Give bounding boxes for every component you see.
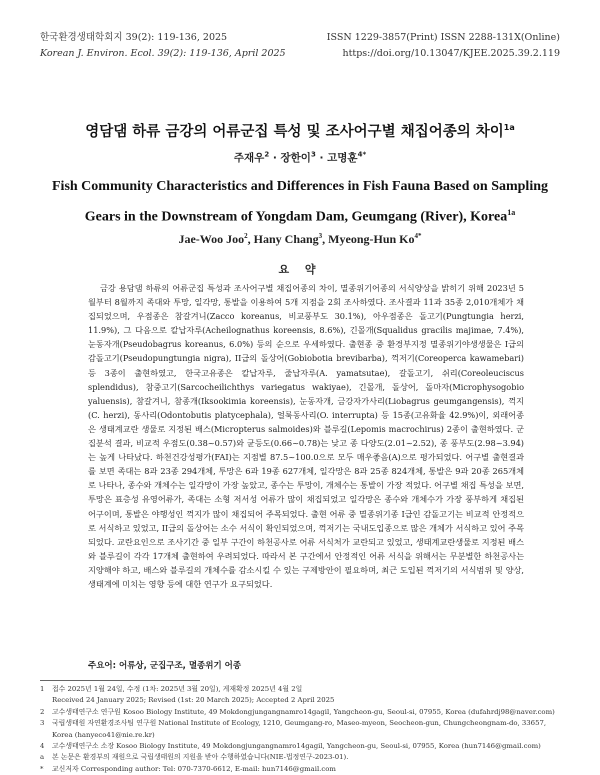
authors-english: Jae-Woo Joo$^2$, Hany Chang$^3$, Myeong-Hun $Ko^{4*}$	[178, 232, 422, 246]
abstract-body: 금강 용담댐 하류의 어류군집 특성과 조사어구별 채집어종의 차이, 멸종위기어종의 서식양상을 밝히기 위해 2023년 5월부터 8월까지 족대와 투망, 일각망, 통발을 이용하여 5개 지점을 2회 조사하였다. 조사결과 11과 35종 2,010개체가 채집되었으며, 우점종은 참갈겨니(Zacco koreanus, 비교풍부도 30.1%), 아우점종은 돌고기(Pungtungia herzi, 11.9%), 그 다음으로 칼납자루(Acheilognathus koreensis, 8.6%), 긴몰개(Squalidus gracilis majimae, 7.4%), 눈동자개(Pseudobagrus koreanus, 6.0%) 등의 순으로 우세하였다. 출현종 중 환경부지정 멸종위기야생생물은 I급의 감돌고기(Pseudopungtungia nigra), II급의 돌상어(Gobiobotia brevibarba), 꺽저기(Coreoperca kawamebari) 등 3종이 출현하였고, 한국고유종은 칼납자루, 줄납자루(A. yamatsutae), 갈돌고기, 쉬리(Coreoleuciscus splendidus), 참중고기(Sarcocheilichthys variegatus wakiyae), 긴몰개, 돌상어, 돌마자(Microphysogobio yaluensis), 참갈겨니, 참종개(Iksookimia koreensis), 눈동자개, 금강자가사리(Liobagrus geumgangensis), 꺽지(C. herzi), 동사리(Odontobutis platycephala), 얼룩동사리(O. interrupta) 등 15종(고유화율 42.9%)이, 외래어종은 생태계교란 생물로 지정된 배스(Micropterus salmoides)와 블루길(Lepomis macrochirus) 2종이 출현하였다. 군집분석 결과, 비교적 우점도(0.38~0.57)와 균등도(0.66~0.78)는 낮고 종 다양도(2.01~2.52), 종 풍부도(2.98~3.94)는 높게 나타났다. 하천건강성평가(FAI)는 지점별 87.5~100.0으로 모두 매우좋음(A)으로 평가되었다. 어구별 출현결과를 보면 족대는 8과 23종 294개체, 투망은 6과 19종 627개체, 일각망은 8과 25종 824개체, 통발은 9과 20종 265개체로 나타나, 종수와 개체수는 일각망이 가장 높았고, 종수는 투망이, 개체수는 통발이 가장 적었다. 어구별 채집 특성을 보면, 투망은 표층성 유영어류가, 족대는 소형 저서성 어류가 많이 채집되었고 일각망은 종수와 개체수가 가장 풍부하게 채집된 어구이며, 통발은 야행성인 꺽지가 많이 채집되어 주목되었다. 출현 어류 중 멸종위기종 I급인 감돌고기는 비교적 안정적으로 서식하고 있었고, II급의 돌상어는 소수 서식이 확인되었으며, 꺽저기는 국내도입종으로 많은 개체가 서식하고 있어 주목되었다. 교란요인으로 조사기간 중 일부 구간이 하천공사로 어류 서식처가 교란되고 있었고, 생태계교란생물로 지정된 배스와 블루길이 각각 17개체 출현하여 우려되었다. 따라서 본 구간에서 안정적인 어류 서식을 위해서는 무분별한 하천공사는 지양해야 하고, 배스와 블루길의 개체수를 감소시킬 수 있는 구제방안이 필요하며, 최근 도입된 꺽저기의 서식범위 및 양상, 생태계에 미치는 영향 등에 대한 연구가 요구되었다.	[88, 283, 524, 589]
doi-link[interactable]: https://doi.org/10.13047/KJEE.2025.39.2.119	[342, 48, 560, 59]
footnote-text: Received 24 January 2025; Revised (1st: 20 March 2025); Accepted 2 April 2025	[52, 696, 335, 705]
author-en-3-sup: 4*	[414, 232, 422, 240]
title-korean	[30, 120, 570, 141]
author-en-1: Jae-Woo Joo	[178, 232, 245, 246]
abstract-heading: 요 약	[278, 263, 322, 276]
footnote-mark: *	[40, 764, 44, 773]
footnote-divider	[40, 680, 200, 681]
author-en-3: Myeong-Hun Ko	[328, 232, 415, 246]
journal-identifiers	[327, 30, 560, 62]
footnote-text: 교신저자 Corresponding author: Tel: 070-7370-6612, E-mail: hun7146@gmail.com	[52, 764, 336, 773]
footnote	[40, 695, 564, 706]
author-separator: ·	[269, 152, 281, 164]
footnote	[40, 752, 564, 763]
author-en-1-sup: 2	[244, 232, 248, 240]
author-en-2-sup: 3	[318, 232, 323, 240]
title-english-text: Fish Community Characteristics and Differences in Fish Fauna Based on Sampling Gears in the Downstream of Yongdam Dam, Geumgang (River), Korea	[52, 179, 548, 225]
author-ko-1-sup: 2	[264, 150, 270, 159]
title-korean-text: 영담댐 하류 금강의 어류군집 특성 및 조사어구별 채집어종의 차이	[85, 124, 504, 140]
title-english-sup: 1a	[507, 208, 516, 217]
journal-name-ko: 한국환경생태학회지 39(2): 119-136, 2025	[40, 32, 228, 43]
footnote	[40, 764, 564, 775]
journal-name-en: Korean J. Environ. Ecol. 39(2): 119-136, April 2025	[40, 48, 286, 59]
footnotes	[40, 684, 564, 775]
footnote-mark	[40, 695, 52, 706]
footnote-text: 국립생태원 자연환경조사팀 연구원 National Institute of Ecology, 1210, Geumgang-ro, Maseo-myeon, Seocheon-gun, Chungcheongnam-do, 33657, Korea (hanyeco41@nie.re.kr)	[52, 719, 547, 739]
author-ko-1: 주재우	[233, 152, 265, 164]
author-ko-3-sup: 4*	[357, 150, 367, 159]
footnote-mark: 4	[40, 742, 45, 751]
journal-citation	[40, 30, 286, 62]
author-en-2: Hany Chang	[253, 232, 319, 246]
issn: ISSN 1229-3857(Print) ISSN 2288-131X(Online)	[326, 32, 560, 43]
author-ko-3: 고명훈	[327, 152, 358, 164]
author-ko-2-sup: 3	[310, 150, 316, 159]
footnote	[40, 741, 564, 752]
footnote-mark: a	[40, 753, 45, 762]
keywords: 주요어: 어류상, 군집구조, 멸종위기 어종	[88, 661, 242, 671]
footnote-mark: 2	[40, 707, 45, 716]
footnote-mark: 3	[40, 719, 45, 728]
footnote-text: 고수생태연구소 소장 Kosoo Biology Institute, 49 Mokdongjungangnamro14gagil, Yangcheon-gu, Seoul-si, 07955, Korea (hun7146@gmail.com)	[52, 742, 541, 751]
title-korean-sup: 1a	[503, 123, 515, 133]
title-english	[35, 174, 565, 231]
footnote-text: 본 논문은 환경부의 재원으로 국립생태원의 지원을 받아 수행하였습니다(NIE-법정연구-2023-01).	[52, 753, 349, 762]
author-ko-2: 장한이	[280, 152, 311, 164]
authors-korean	[30, 150, 570, 165]
footnote	[40, 718, 564, 741]
footnote-text: 접수 2025년 1월 24일, 수정 (1차: 2025년 3월 20일), 게재확정 2025년 4월 2일	[52, 685, 303, 693]
author-separator: ·	[315, 152, 328, 164]
footnote	[40, 707, 564, 718]
footnote-mark: 1	[40, 685, 45, 693]
footnote-text: 고수생태연구소 연구원 Kosoo Biology Institute, 49 Mokdongjungangnamro14gagil, Yangcheon-gu, Seoul-si, 07955, Korea (dufahrdj98@naver.com)	[52, 707, 555, 716]
footnote	[40, 684, 564, 695]
